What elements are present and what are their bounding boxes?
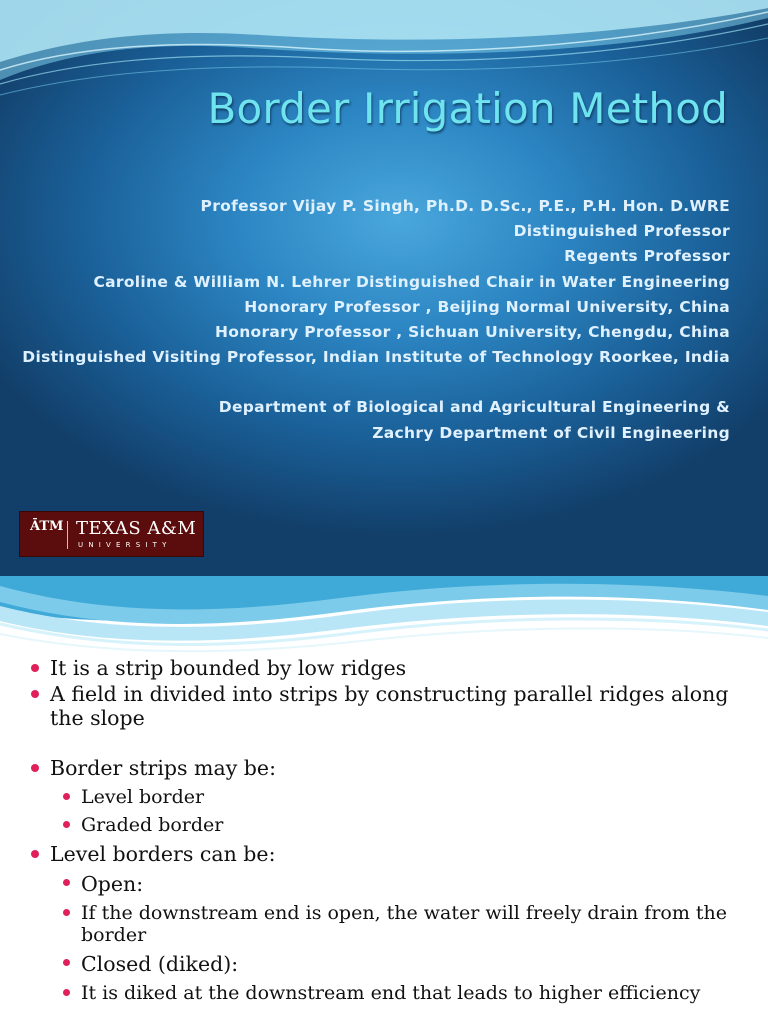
texas-am-logo [19, 511, 204, 557]
department-line-2: Zachry Department of Civil Engineering [372, 423, 730, 442]
author-title-2: Regents Professor [564, 247, 730, 266]
author-title-6: Distinguished Visiting Professor, Indian Institute of Technology Roorkee, India [22, 348, 730, 367]
author-title-5: Honorary Professor , Sichuan University, Chengdu, China [214, 323, 730, 342]
header-wave-decoration [0, 576, 768, 656]
author-title-3: Caroline & William N. Lehrer Distinguished Chair in Water Engineering [93, 272, 730, 291]
author-title-1: Distinguished Professor [513, 222, 730, 241]
sub-bullet-item: If the downstream end is open, the water will freely drain from the border [0, 902, 768, 946]
slide-title: Border Irrigation Method [207, 84, 728, 133]
bullet-item: Border strips may be: [0, 756, 768, 780]
author-title-4: Honorary Professor , Beijing Normal University, China [244, 297, 730, 316]
bullet-item: It is a strip bounded by low ridges [0, 656, 768, 680]
logo-divider [67, 521, 68, 549]
sub-bullet-item: Open: [0, 872, 768, 896]
author-block [10, 194, 730, 446]
logo-name: TEXAS A&M [76, 518, 197, 539]
sub-bullet-item: It is diked at the downstream end that leads to higher efficiency [0, 982, 768, 1004]
author-name: Professor Vijay P. Singh, Ph.D. D.Sc., P.E., P.H. Hon. D.WRE [200, 197, 730, 215]
content-slide [0, 576, 768, 1024]
bullet-list [0, 654, 768, 1004]
department-line-1: Department of Biological and Agricultural Engineering & [218, 398, 730, 417]
sub-bullet-item: Closed (diked): [0, 952, 768, 976]
sub-bullet-item: Graded border [0, 814, 768, 836]
bullet-item: Level borders can be: [0, 842, 768, 866]
sub-bullet-item: Level border [0, 786, 768, 808]
atm-logo-icon: ĀTM [30, 519, 64, 534]
logo-subtitle: UNIVERSITY [78, 541, 172, 549]
bullet-item: A field in divided into strips by constructing parallel ridges along the slope [0, 682, 768, 730]
